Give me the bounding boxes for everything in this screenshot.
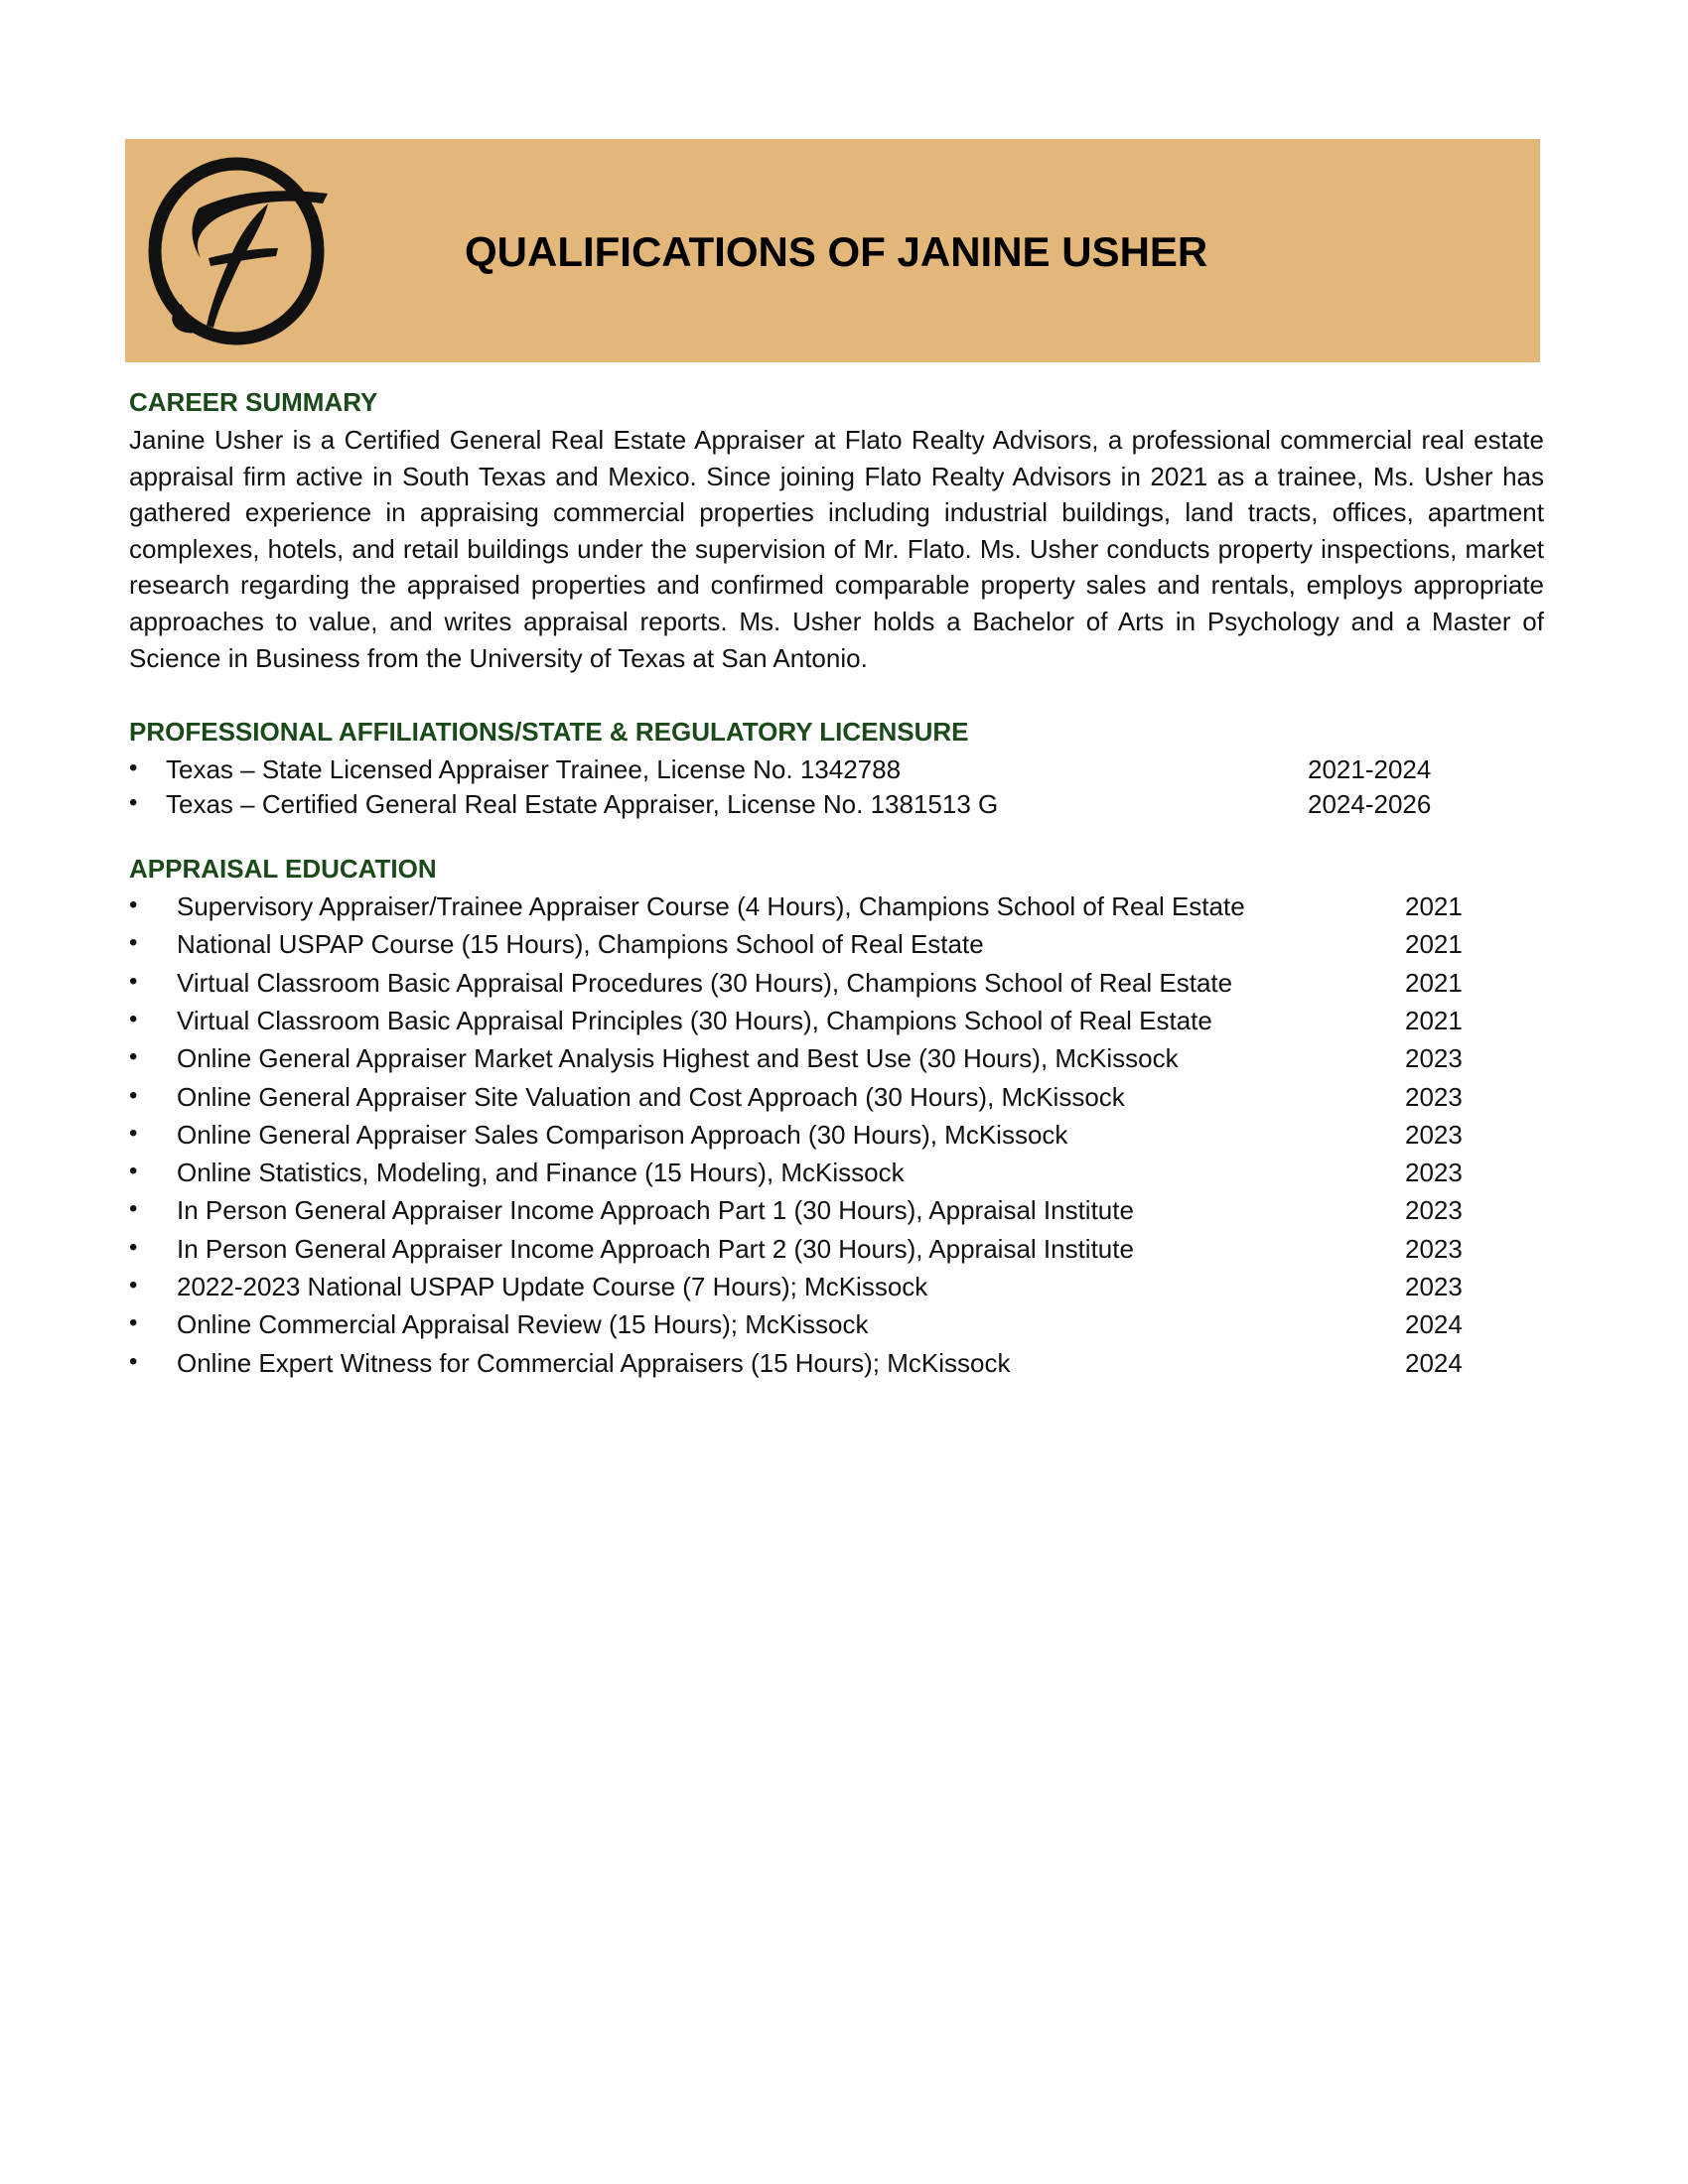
education-course: In Person General Appraiser Income Approach Part 2 (30 Hours), Appraisal Institute (177, 1233, 1134, 1264)
bullet-icon: • (129, 1309, 138, 1337)
education-course: Virtual Classroom Basic Appraisal Procedures (30 Hours), Champions School of Real Estate (177, 967, 1233, 998)
licensure-heading: PROFESSIONAL AFFILIATIONS/STATE & REGULATORY LICENSURE (129, 717, 969, 747)
education-year: 2023 (1405, 1119, 1463, 1150)
education-year: 2023 (1405, 1043, 1463, 1074)
education-course: Online General Appraiser Site Valuation and Cost Approach (30 Hours), McKissock (177, 1081, 1125, 1112)
education-course: In Person General Appraiser Income Approach Part 1 (30 Hours), Appraisal Institute (177, 1195, 1134, 1226)
bullet-icon: • (129, 1158, 138, 1185)
bullet-icon: • (129, 929, 138, 957)
licensure-dates: 2021-2024 (1308, 754, 1432, 784)
career-summary-heading: CAREER SUMMARY (129, 387, 378, 417)
education-course: Supervisory Appraiser/Trainee Appraiser Course (4 Hours), Champions School of Real Estate (177, 891, 1245, 921)
bullet-icon: • (129, 1272, 138, 1298)
education-course: Online General Appraiser Market Analysis Highest and Best Use (30 Hours), McKissock (177, 1043, 1179, 1074)
education-course: Online Commercial Appraisal Review (15 Hours); McKissock (177, 1309, 869, 1340)
education-course: Online Statistics, Modeling, and Finance (15 Hours), McKissock (177, 1158, 905, 1188)
page-title: QUALIFICATIONS OF JANINE USHER (465, 228, 1208, 275)
bullet-icon: • (129, 1347, 138, 1375)
education-course: Online Expert Witness for Commercial Appraisers (15 Hours); McKissock (177, 1347, 1011, 1378)
education-year: 2023 (1405, 1233, 1463, 1264)
bullet-icon: • (129, 1233, 138, 1261)
bullet-icon: • (129, 754, 138, 781)
education-year: 2024 (1405, 1309, 1463, 1340)
licensure-text: Texas – Certified General Real Estate Appraiser, License No. 1381513 G (166, 789, 999, 819)
education-year: 2021 (1405, 967, 1463, 998)
education-course: 2022-2023 National USPAP Update Course (7 Hours); McKissock (177, 1272, 928, 1301)
licensure-text: Texas – State Licensed Appraiser Trainee, License No. 1342788 (166, 754, 902, 784)
licensure-dates: 2024-2026 (1308, 789, 1432, 819)
education-year: 2021 (1405, 929, 1463, 960)
education-heading: APPRAISAL EDUCATION (129, 854, 437, 884)
bullet-icon: • (129, 967, 138, 995)
education-year: 2024 (1405, 1347, 1463, 1378)
education-course: National USPAP Course (15 Hours), Champions School of Real Estate (177, 929, 984, 960)
education-year: 2021 (1405, 1005, 1463, 1035)
bullet-icon: • (129, 1081, 138, 1109)
career-summary-text: Janine Usher is a Certified General Real Estate Appraiser at Flato Realty Advisors, a professional commercial real estate appraisal firm active in South Texas and Mexico. Since joining Flato Realty Advisors in 2021 as a trainee, Ms. Usher has gathered experience in appraising commercial properties including industrial buildings, land tracts, offices, apartment complexes, hotels, and retail buildings under the supervision of Mr. Flato. Ms. Usher conducts property inspections, market research regarding the appraised properties and confirmed comparable property sales and rentals, employs appropriate approaches to value, and writes appraisal reports. Ms. Usher holds a Bachelor of Arts in Psychology and a Master of Science in Business from the University of Texas at San Antonio. (129, 425, 1544, 673)
education-year: 2023 (1405, 1195, 1463, 1226)
education-year: 2023 (1405, 1158, 1463, 1188)
bullet-icon: • (129, 1195, 138, 1223)
education-course: Online General Appraiser Sales Comparison Approach (30 Hours), McKissock (177, 1119, 1068, 1150)
education-year: 2021 (1405, 891, 1463, 921)
bullet-icon: • (129, 1119, 138, 1147)
bullet-icon: • (129, 1043, 138, 1071)
bullet-icon: • (129, 891, 138, 918)
flato-logo-icon (139, 149, 338, 352)
bullet-icon: • (129, 789, 138, 816)
education-course: Virtual Classroom Basic Appraisal Principles (30 Hours), Champions School of Real Estate (177, 1005, 1212, 1035)
education-year: 2023 (1405, 1081, 1463, 1112)
education-year: 2023 (1405, 1272, 1463, 1301)
bullet-icon: • (129, 1005, 138, 1032)
